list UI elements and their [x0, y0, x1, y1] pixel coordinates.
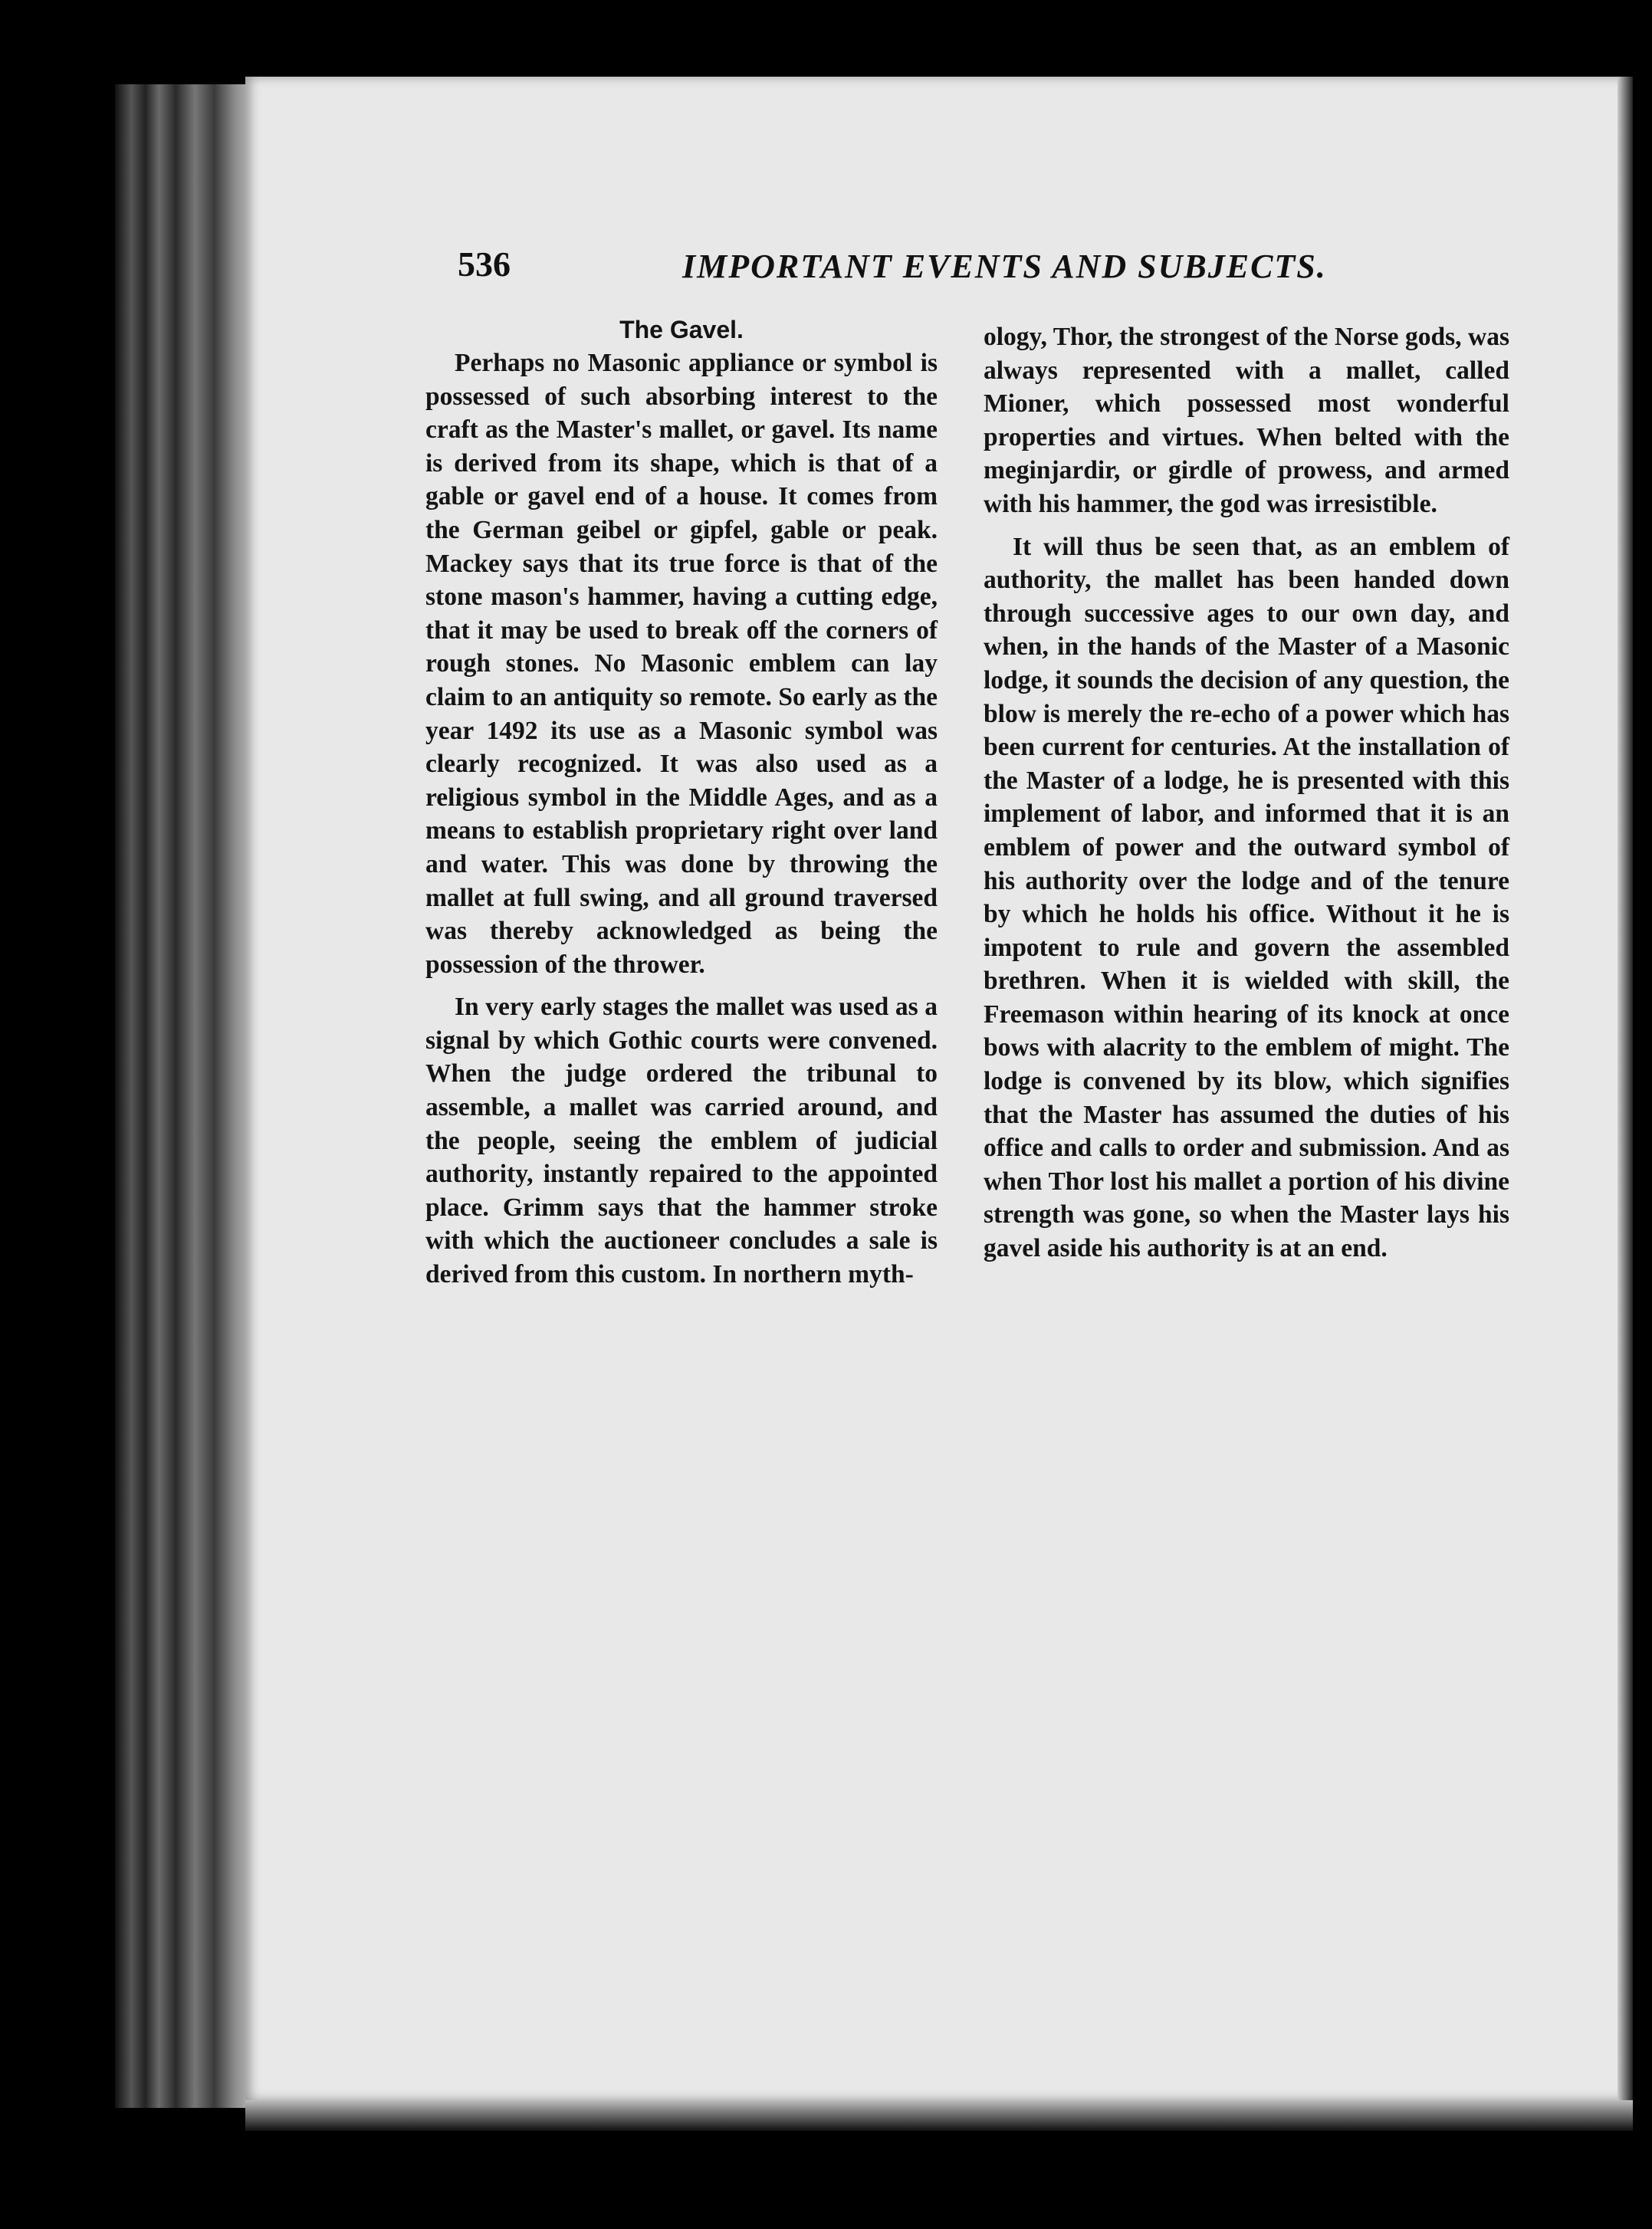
page-header: [458, 244, 1493, 290]
paragraph-continued: ology, Thor, the strongest of the Norse gods, was always represented with a mallet, called Mioner, which possessed most wonderful properties and virtues. When belted with the meginjardir, or girdle of prowess, and armed with his hammer, the god was irresistible.: [984, 323, 1509, 518]
book-spine: [115, 84, 253, 2108]
paragraph: In very early stages the mallet was used as a signal by which Gothic courts were convened. When the judge ordered the tribunal to assemble, a mallet was carried around, and the people, seeing the emblem of judicial authority, instantly repaired to the appointed place. Grimm says that the hammer stroke with which the auctioneer concludes a sale is derived from this custom. In northern myth-: [425, 993, 938, 1289]
page-number: 536: [458, 245, 511, 284]
paragraph: Perhaps no Masonic appliance or symbol is possessed of such absorbing interest to the craft as the Master's mallet, or gavel. Its name is derived from its shape, which is that of a gable or gavel end of a house. It comes from the German geibel or gipfel, gable or peak. Mackey says that its true force is that of the stone mason's hammer, having a cutting edge, that it may be used to break off the corners of rough stones. No Masonic emblem can lay claim to an antiquity so remote. So early as the year 1492 its use as a Masonic symbol was clearly recognized. It was also used as a religious symbol in the Middle Ages, and as a means to establish proprietary right over land and water. This was done by throwing the mallet at full swing, and all ground traversed was thereby acknowledged as being the possession of the thrower.: [425, 349, 938, 979]
right-column: [984, 320, 1509, 1266]
page-right-edge: [1618, 77, 1633, 2131]
running-head: IMPORTANT EVENTS AND SUBJECTS.: [682, 248, 1327, 285]
paragraph: It will thus be seen that, as an emblem of authority, the mallet has been handed down through successive ages to our own day, and when, in the hands of the Master of a Masonic lodge, it sounds the decision of any question, the blow is merely the re-echo of a power which has been current for centuries. At the installation of the Master of a lodge, he is presented with this implement of labor, and informed that it is an emblem of power and the outward symbol of his authority over the lodge and of the tenure by which he holds his office. Without it he is impotent to rule and govern the assembled brethren. When it is wielded with skill, the Freemason within hearing of its knock at once bows with alacrity to the emblem of might. The lodge is convened by its blow, which signifies that the Master has assumed the duties of his office and calls to order and submission. And as when Thor lost his mallet a portion of his divine strength was gone, so when the Master lays his gavel aside his authority is at an end.: [984, 532, 1509, 1263]
article-heading: The Gavel.: [619, 316, 744, 343]
page-bottom-edge: [245, 2100, 1633, 2131]
left-column: [425, 313, 938, 1292]
